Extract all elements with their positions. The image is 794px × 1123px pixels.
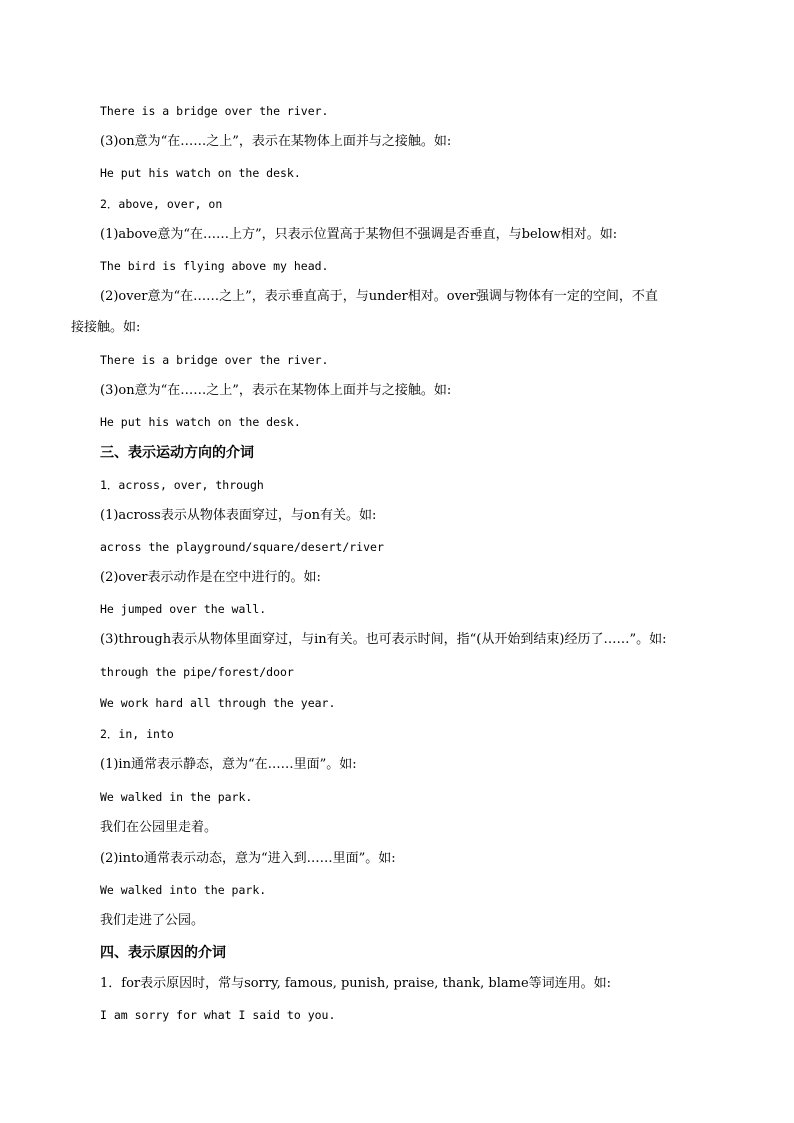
example-sentence: There is a bridge over the river. <box>100 104 329 118</box>
example-sentence: We walked in the park. <box>100 790 253 804</box>
rule-text: (1)in通常表示静态，意为“在……里面”。如: <box>100 757 357 772</box>
subsection-title: 1．across, over, through <box>100 478 264 492</box>
example-sentence: He put his watch on the desk. <box>100 166 301 180</box>
subsection-title: 2．above, over, on <box>100 197 223 211</box>
example-sentence: The bird is flying above my head. <box>100 259 329 273</box>
example-sentence: He jumped over the wall. <box>100 602 267 616</box>
example-phrase: through the pipe/forest/door <box>100 665 294 679</box>
rule-text: (2)into通常表示动态，意为“进入到……里面”。如: <box>100 851 396 866</box>
rule-text: 1．for表示原因时，常与sorry, famous, punish, praise, thank, blame等词连用。如: <box>100 976 612 991</box>
rule-text: (3)through表示从物体里面穿过，与in有关。也可表示时间，指“(从开始到结束)经历了……”。如: <box>100 632 667 647</box>
rule-text: (1)above意为“在……上方”，只表示位置高于某物但不强调是否垂直，与below相对。如: <box>100 227 618 242</box>
section-heading: 三、表示运动方向的介词 <box>100 445 254 461</box>
section-heading: 四、表示原因的介词 <box>100 945 226 961</box>
rule-text-continuation: 接接触。如: <box>71 320 141 335</box>
translation-text: 我们走进了公园。 <box>100 913 205 928</box>
rule-text: (2)over意为“在……之上”，表示垂直高于，与under相对。over强调与物体有一定的空间，不直 <box>100 289 658 304</box>
translation-text: 我们在公园里走着。 <box>100 820 218 835</box>
example-sentence: I am sorry for what I said to you. <box>100 1008 336 1022</box>
example-sentence: We work hard all through the year. <box>100 696 336 710</box>
subsection-title: 2．in, into <box>100 727 174 741</box>
rule-text: (3)on意为“在……之上”，表示在某物体上面并与之接触。如: <box>100 383 452 398</box>
example-sentence: We walked into the park. <box>100 883 267 897</box>
example-sentence: He put his watch on the desk. <box>100 415 301 429</box>
example-phrase: across the playground/square/desert/river <box>100 540 384 554</box>
rule-text: (2)over表示动作是在空中进行的。如: <box>100 570 321 585</box>
rule-text: (1)across表示从物体表面穿过，与on有关。如: <box>100 508 377 523</box>
example-sentence: There is a bridge over the river. <box>100 353 329 367</box>
rule-text: (3)on意为“在……之上”，表示在某物体上面并与之接触。如: <box>100 134 452 149</box>
